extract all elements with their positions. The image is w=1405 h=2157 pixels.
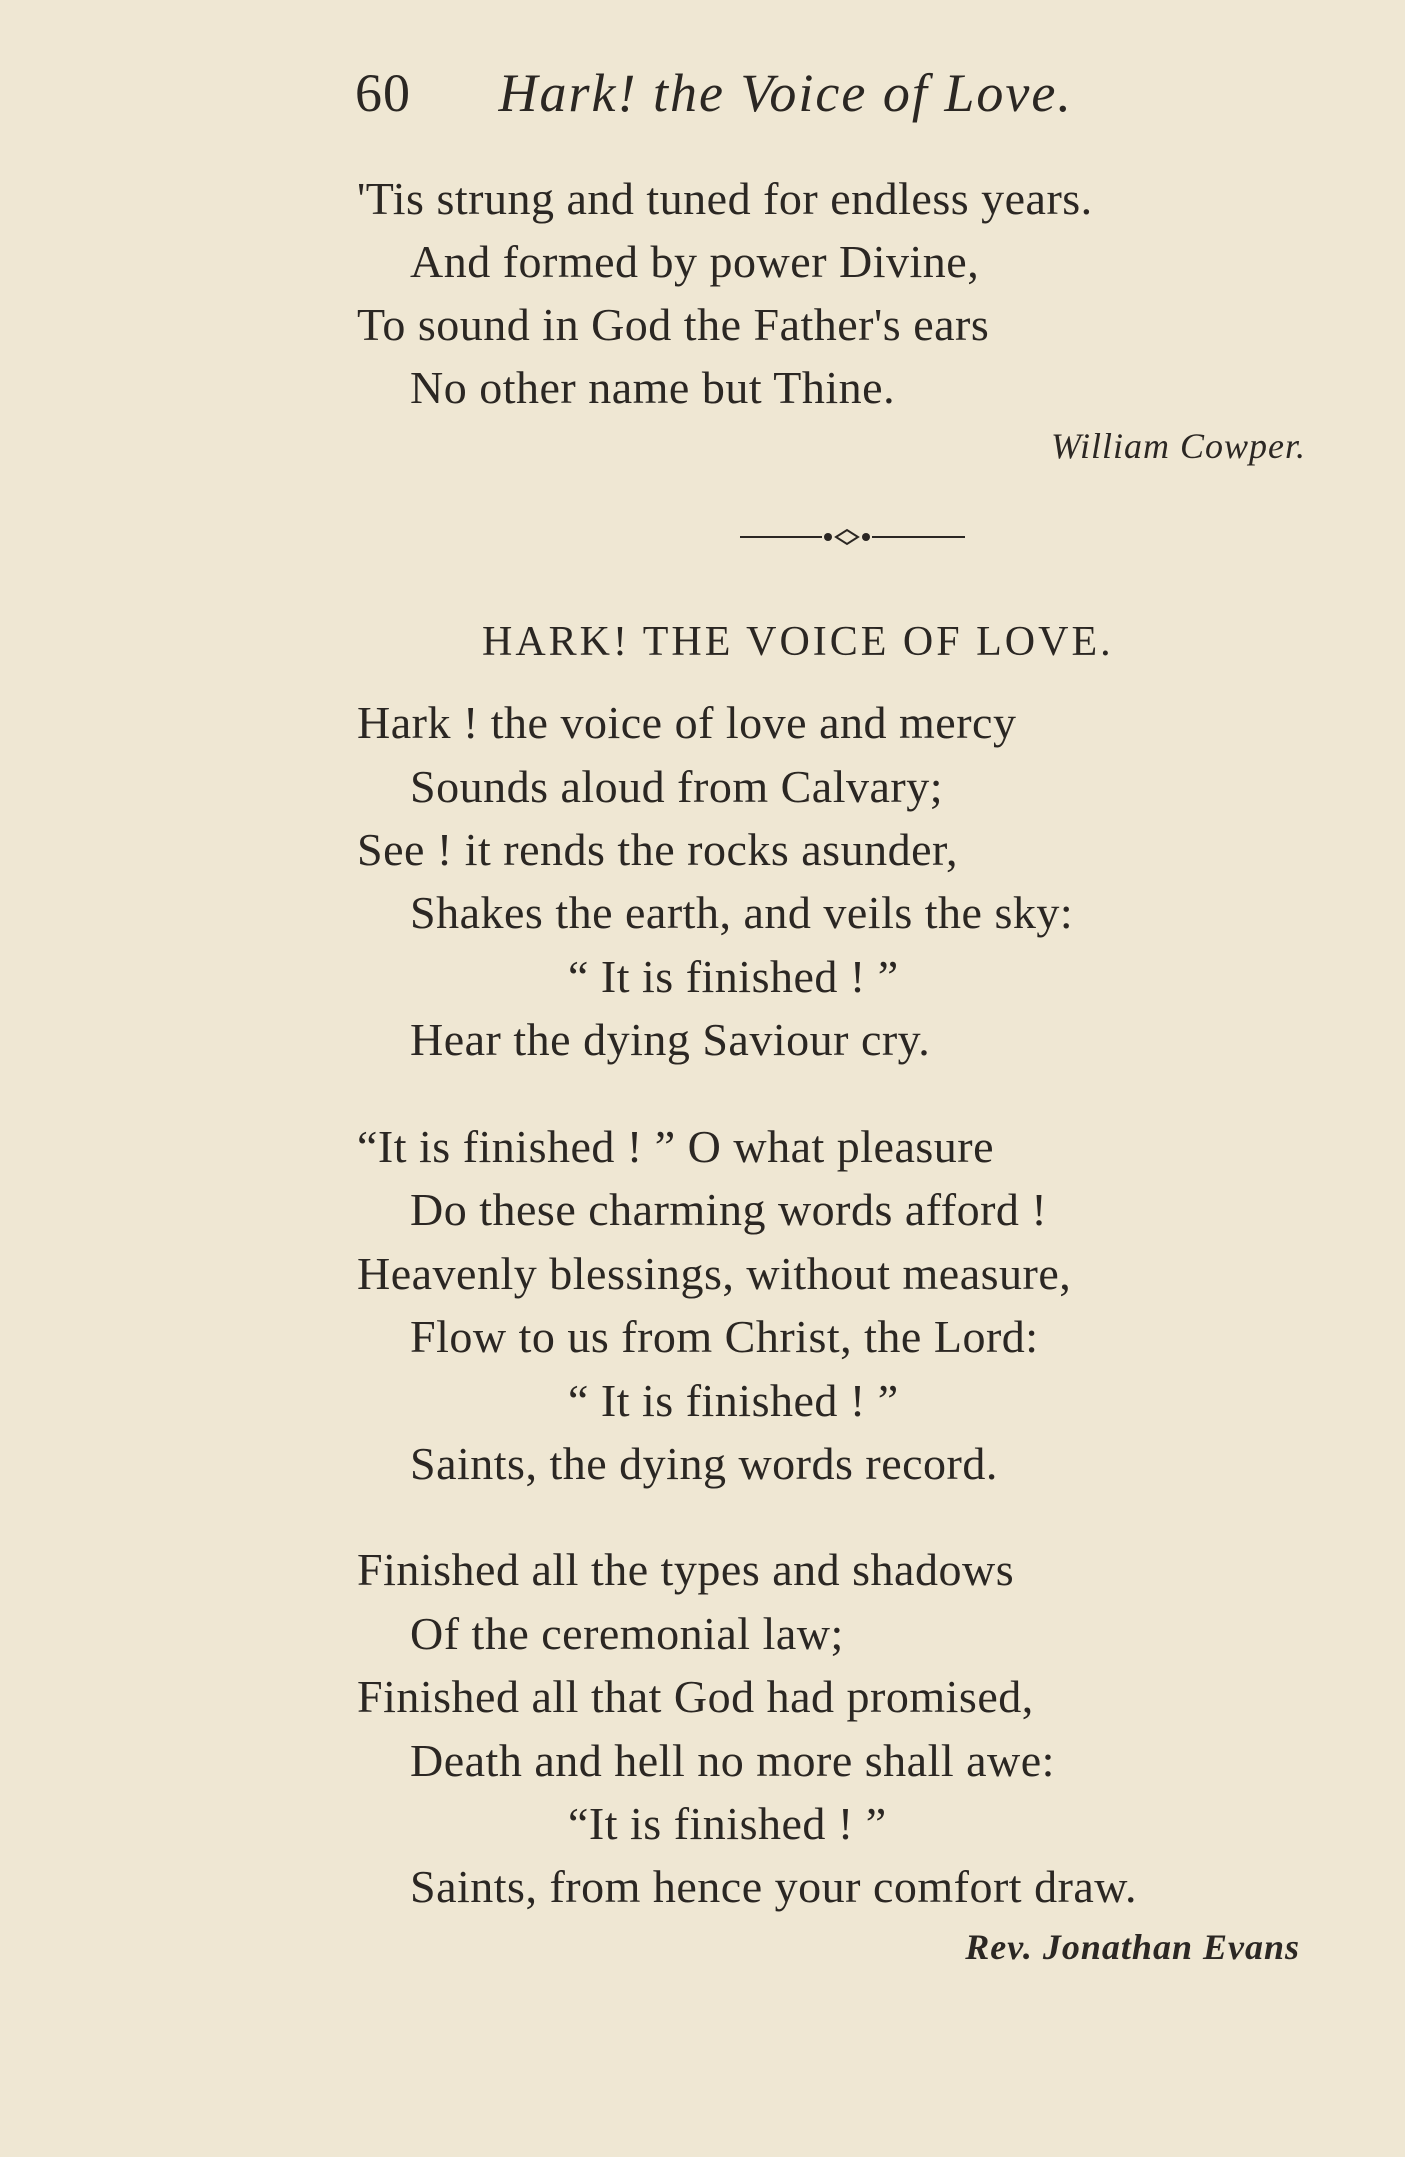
previous-poem-line: No other name but Thine.	[410, 362, 896, 413]
poem-refrain: “ It is finished ! ”	[568, 1375, 899, 1426]
poem-line: Heavenly blessings, without measure,	[357, 1248, 1072, 1299]
ornament-rule	[740, 522, 965, 552]
poem-author: Rev. Jonathan Evans	[965, 1927, 1300, 1967]
previous-poem-line: And formed by power Divine,	[410, 236, 980, 287]
previous-poem-line: To sound in God the Father's ears	[357, 299, 990, 350]
poem-line: Hark ! the voice of love and mercy	[357, 697, 1017, 748]
previous-poem-author: William Cowper.	[1050, 426, 1306, 466]
poem-line: Shakes the earth, and veils the sky:	[410, 887, 1074, 938]
running-title: Hark! the Voice of Love.	[498, 63, 1073, 123]
page-number: 60	[355, 63, 411, 123]
running-header	[355, 62, 1073, 124]
poem-line: Finished all the types and shadows	[357, 1544, 1015, 1595]
poem-line: Do these charming words afford !	[410, 1184, 1048, 1235]
poem-line: Saints, from hence your comfort draw.	[410, 1861, 1138, 1912]
poem-line: Saints, the dying words record.	[410, 1438, 998, 1489]
poem-refrain: “It is finished ! ”	[568, 1798, 887, 1849]
poem-line: Sounds aloud from Calvary;	[410, 761, 943, 812]
poem-refrain: “ It is finished ! ”	[568, 951, 899, 1002]
poem-line: See ! it rends the rocks asunder,	[357, 824, 958, 875]
poem-line: Finished all that God had promised,	[357, 1671, 1034, 1722]
poem-title: HARK! THE VOICE OF LOVE.	[482, 619, 1114, 665]
poem-line: Of the ceremonial law;	[410, 1608, 844, 1659]
poem-line: Hear the dying Saviour cry.	[410, 1014, 931, 1065]
poem-line: Death and hell no more shall awe:	[410, 1735, 1055, 1786]
previous-poem-line: 'Tis strung and tuned for endless years.	[357, 173, 1093, 224]
poem-line: “It is finished ! ” O what pleasure	[357, 1121, 995, 1172]
poem-line: Flow to us from Christ, the Lord:	[410, 1311, 1039, 1362]
